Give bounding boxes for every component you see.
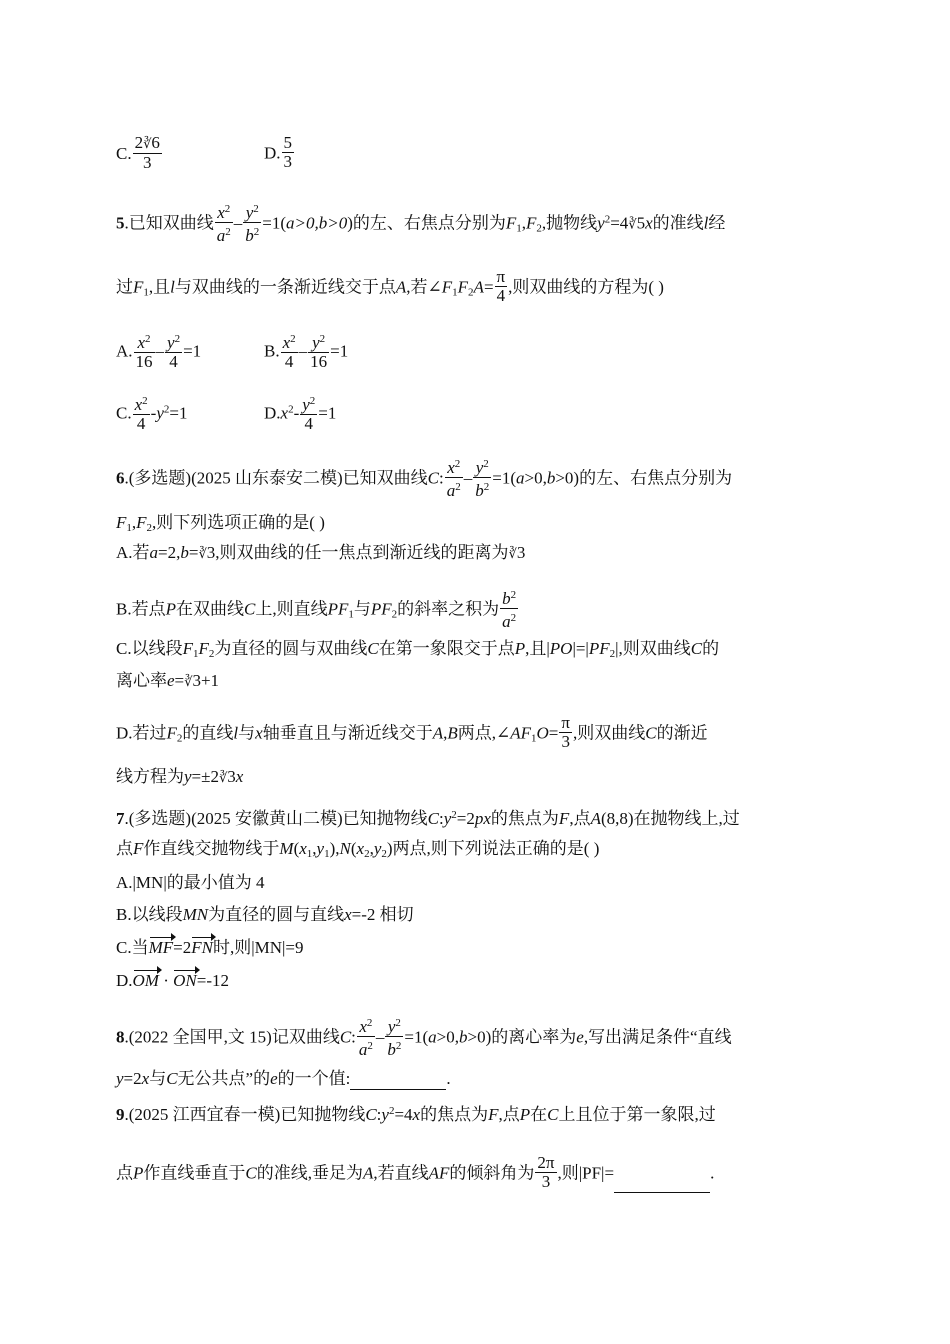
q5-option-a[interactable]: A. $\frac{x^2}{16}$ – $\frac{y^2}{4}$ =1 [116,332,201,373]
q6-option-c-line2[interactable]: 离心率e=∛3+1 [116,671,220,690]
q9-stem-line1: 9.(2025 江西宜春一模)已知抛物线$C:y^2=4x$的焦点为F,点P在C上且位于第一象限,过 [116,1105,716,1124]
q9-answer-blank[interactable] [614,1174,710,1193]
q5-stem-line1: 5.已知双曲线 $\frac{x^2}{a^2}$ – $\frac{y^2}{b^2}$ =1(a>0,b>0)的左、右焦点分别为$F_1,F_2$,抛物线$y^2=4∛5x$的准线l经 [116,202,725,247]
q8-answer-blank[interactable] [350,1071,446,1090]
q6-option-c-line1[interactable]: C.以线段$F_1F_2$为直径的圆与双曲线C在第一象限交于点P,且$|PO|=|PF_2|$,则双曲线C的 [116,639,720,660]
q5-option-b[interactable]: B. $\frac{x^2}{4}$ – $\frac{y^2}{16}$ =1 [264,332,348,373]
q6-option-d-line1[interactable]: D.若过$F_2$的直线l与x轴垂直且与渐近线交于A,B两点$,\angle AF_1O=$ $\frac{\pi}{3}$ ,则双曲线C的渐近 [116,713,708,751]
q5-option-d[interactable]: $D.x^2-$ $\frac{y^2}{4}$ =1 [264,394,336,435]
q7-stem-line1: 7.(多选题)(2025 安徽黄山二模)已知抛物线$C:y^2=2px$的焦点为F,点A(8,8)在抛物线上,过 [116,809,740,828]
q4-d-fraction: $\frac{5}{3}$ [283,133,293,171]
q6-stem-line2: $F_1,F_2$,则下列选项正确的是( ) [116,513,325,534]
q8-stem-line2: y=2x与C无公共点”的e的一个值: . [116,1069,451,1088]
q6-option-d-line2[interactable]: 线方程为y=±2∛3x [116,767,244,786]
q8-stem-line1: 8.(2022 全国甲,文 15)记双曲线C: $\frac{x^2}{a^2}$ – $\frac{y^2}{b^2}$ =1(a>0,b>0)的离心率为e,写出满足条件“直线 [116,1016,732,1061]
q4-option-d[interactable]: D. $\frac{5}{3}$ [264,133,293,171]
q6-stem-line1: 6.(多选题)(2025 山东泰安二模)已知双曲线C: $\frac{x^2}{a^2}$ – $\frac{y^2}{b^2}$ =1(a>0,b>0)的左、右焦点分别为 [116,457,732,502]
q6-option-b[interactable]: B.若点P在双曲线C上,则直线$PF_1$与$PF_2$的斜率之积为 $\frac{b^2}{a^2}$ [116,588,519,633]
q4-option-c[interactable]: C. $\frac{2∛6}{3}$ [116,133,160,172]
q5-option-c[interactable]: C. $\frac{x^2}{4}$ $-y^2=1$ [116,394,187,435]
q7-option-d[interactable]: D.OM · ON=-12 [116,971,230,990]
q7-option-b[interactable]: B.以线段MN为直径的圆与直线x=-2 相切 [116,905,414,924]
q5-stem-line2: 过$F_1$,且l与双曲线的一条渐近线交于点A,若$\angle F_1F_2A=$ $\frac{\pi}{4}$ ,则双曲线的方程为( ) [116,267,664,305]
q7-option-a[interactable]: A.|MN|的最小值为 4 [116,873,265,892]
q9-stem-line2: 点P作直线垂直于C的准线,垂足为A,若直线AF的倾斜角为 $\frac{2\pi}{3}$ ,则|PF|= . [116,1153,715,1191]
q4-c-fraction: $\frac{2∛6}{3}$ [134,133,160,172]
q7-option-c[interactable]: C.当MF=2FN时,则|MN|=9 [116,938,304,957]
q6-option-a[interactable]: A.若a=2,b=∛3,则双曲线的任一焦点到渐近线的距离为∛3 [116,543,526,562]
q7-stem-line2: 点F作直线交抛物线于$M(x_1,y_1),N(x_2,y_2)$两点,则下列说法正确的是( ) [116,839,600,860]
